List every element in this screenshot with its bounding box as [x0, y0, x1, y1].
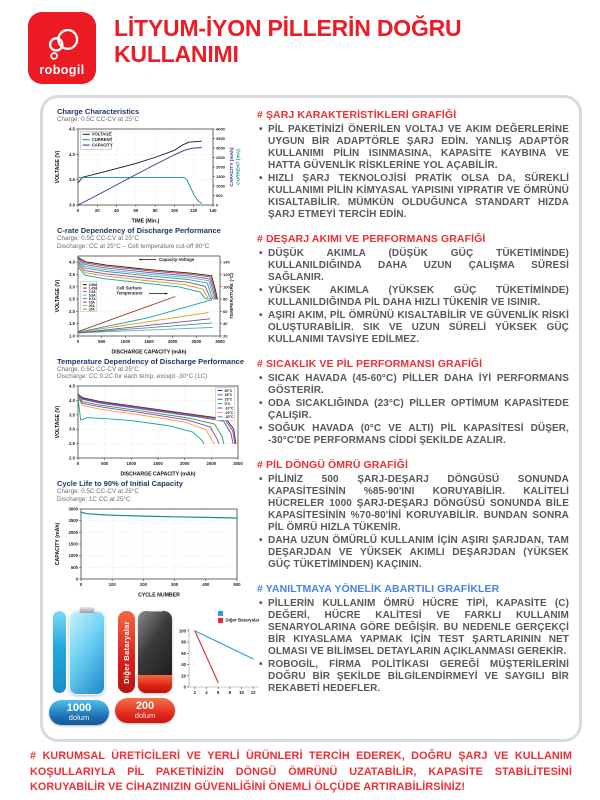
svg-text:CURRENT: CURRENT [91, 136, 113, 142]
svg-text:80: 80 [152, 207, 158, 213]
svg-text:3000: 3000 [216, 145, 225, 151]
chart-subtitle: Discharge: CC 0.2C for each temp. except -30°C (1C) [57, 373, 208, 381]
svg-text:3000: 3000 [233, 461, 243, 467]
svg-text:4.5: 4.5 [69, 383, 75, 389]
svg-text:4000: 4000 [216, 126, 225, 132]
svg-text:1500: 1500 [153, 461, 163, 467]
svg-text:CYCLE NUMBER: CYCLE NUMBER [138, 592, 180, 599]
chart-title: Cycle Life to 90% of Initial Capacity [57, 479, 183, 489]
charge-characteristics-plot [54, 125, 244, 225]
svg-text:3.5: 3.5 [69, 412, 75, 418]
svg-text:80: 80 [223, 296, 228, 302]
svg-text:-10°C: -10°C [224, 406, 234, 411]
svg-text:500: 500 [233, 581, 241, 587]
bullet-item: • SOĞUK HAVADA (0°C VE ALTI) PİL KAPASİTESİ DÜŞER, -30°C'DE PERFORMANS CİDDİ ŞEKİLDE AZALIR. [257, 423, 569, 447]
svg-text:10: 10 [239, 689, 244, 695]
svg-text:0.58A: 0.58A [88, 282, 98, 287]
bullet-item: • DAHA UZUN ÖMÜRLÜ KULLANIM İÇİN AŞIRI ŞARJDAN, TAM DEŞARJDAN VE YÜKSEK AKIMLI DEŞARJDAN (YÜKSEK GÜÇ TÜKETİMİNDEN) KAÇININ. [257, 535, 569, 571]
bullet-item: • PİLLERİN KULLANIM ÖMRÜ HÜCRE TİPİ, KAPASİTE (C) DEĞERİ, HÜCRE KALİTESİ VE FARKLI KULLANIM SENARYOLARINA GÖRE DEĞİŞİR. BU NEDENLE GERÇEKÇİ BİR KIYASLAMA YAPMAK İÇİN TEST ŞARTLARININ NET OLMASI VE BİLİMSEL DETAYLARIN AÇIKLANMASI GEREKİR. [257, 598, 569, 658]
svg-text:20A: 20A [88, 303, 95, 308]
battery-comparison [49, 604, 260, 725]
svg-text:60: 60 [133, 207, 139, 213]
header [28, 12, 461, 84]
section-bullets [257, 248, 569, 346]
section-heading: # PİL DÖNGÜ ÖMRÜ GRAFİĞİ [257, 459, 408, 471]
svg-text:500: 500 [101, 461, 109, 467]
chart-subtitle: Charge: 0.5C CC-CV at 25°C [57, 488, 139, 496]
svg-text:2: 2 [193, 689, 197, 695]
svg-text:0: 0 [76, 207, 80, 213]
charts-column [49, 107, 260, 733]
svg-text:4.0: 4.0 [69, 398, 75, 404]
bullet-item: • PİLİNİZ 500 ŞARJ-DEŞARJ DÖNGÜSÜ SONUNDA KAPASİTESİNİN %85-90'INI KORUYABİLİR. KALİTELİ HÜCRELER 1000 ŞARJ-DEŞARJ DÖNGÜSÜ SONUNDA BİLE KAPASİTESİNİN %70-80'İNİ KORUYABİLİR. BUNDAN SONRA PİL ÖMRÜ HIZLA TÜKENİR. [257, 474, 569, 534]
robogil-battery-row [53, 604, 105, 695]
svg-text:3.5: 3.5 [69, 271, 75, 277]
svg-text:CAPACITY (mAh): CAPACITY (mAh) [230, 147, 235, 187]
svg-text:2.0: 2.0 [69, 455, 75, 461]
svg-text:200: 200 [139, 581, 147, 587]
svg-text:0: 0 [76, 461, 80, 467]
page-title-line2: KULLANIMI [114, 40, 239, 67]
section-bullets [257, 474, 569, 571]
other-batteries-label: Diğer Bataryalar [122, 620, 131, 684]
svg-text:3.0: 3.0 [69, 202, 75, 208]
chart-title: C-rate Dependency of Discharge Performance [57, 225, 221, 235]
svg-text:0: 0 [216, 202, 219, 208]
chart-title: Temperature Dependency of Discharge Performance [57, 356, 245, 366]
section-bullets [257, 124, 569, 221]
svg-text:VOLTAGE (V): VOLTAGE (V) [55, 150, 61, 184]
svg-text:20: 20 [94, 207, 100, 213]
svg-text:1.5: 1.5 [69, 320, 75, 326]
svg-text:20: 20 [181, 673, 186, 679]
svg-text:40: 40 [181, 662, 186, 668]
svg-text:0: 0 [183, 684, 186, 690]
svg-text:Diğer Bataryalar: Diğer Bataryalar [225, 617, 260, 623]
other-battery-row [118, 604, 172, 693]
battery-cap [80, 607, 95, 613]
svg-text:3.0: 3.0 [69, 426, 75, 432]
page-title [114, 16, 461, 68]
svg-text:140: 140 [209, 207, 217, 213]
section-cycle-life [257, 459, 569, 571]
svg-text:25A: 25A [88, 307, 95, 312]
svg-text:100: 100 [223, 283, 230, 289]
svg-text:100: 100 [178, 628, 186, 634]
svg-text:4.5: 4.5 [69, 126, 75, 132]
other-batteries-bar [118, 611, 135, 693]
svg-text:VOLTAGE (V): VOLTAGE (V) [55, 279, 61, 312]
svg-text:120: 120 [223, 271, 230, 277]
temperature-discharge-plot [54, 382, 244, 478]
robogil-circles-icon [39, 23, 85, 63]
svg-text:Cell Surface: Cell Surface [116, 285, 142, 291]
battery-comparison-mini-chart [177, 608, 261, 698]
svg-text:300: 300 [171, 581, 179, 587]
battery-low-charge-fill [138, 675, 172, 693]
svg-text:2.5: 2.5 [69, 441, 75, 447]
section-heading: # ŞARJ KARAKTERİSTİKLERİ GRAFİĞİ [257, 109, 457, 121]
badge-unit: dolum [68, 712, 90, 722]
badge-value: 200 [135, 699, 155, 712]
content-card [40, 95, 582, 742]
section-bullets [257, 373, 569, 447]
badge-value: 1000 [66, 701, 92, 714]
svg-text:DISCHARGE CAPACITY (mAh): DISCHARGE CAPACITY (mAh) [111, 349, 187, 356]
cycles-badge-1000 [49, 700, 109, 725]
svg-text:1500: 1500 [216, 173, 225, 179]
svg-text:4.0: 4.0 [69, 151, 75, 157]
svg-text:0: 0 [75, 576, 78, 582]
svg-text:500: 500 [70, 564, 78, 570]
svg-text:3500: 3500 [216, 135, 225, 141]
svg-text:3000: 3000 [215, 338, 225, 344]
svg-text:3.0: 3.0 [69, 283, 75, 289]
svg-text:40: 40 [223, 320, 228, 326]
svg-text:DISCHARGE CAPACITY (mAh): DISCHARGE CAPACITY (mAh) [120, 471, 196, 478]
svg-text:500: 500 [216, 192, 223, 198]
svg-text:Capacity-Voltage: Capacity-Voltage [158, 256, 195, 262]
svg-text:2000: 2000 [167, 338, 178, 344]
svg-text:40: 40 [114, 207, 119, 213]
svg-text:CAPACITY: CAPACITY [91, 142, 113, 148]
chart-subtitle: Charge: 0.5C CC-CV at 25°C [57, 365, 139, 373]
svg-text:3.5: 3.5 [69, 177, 75, 183]
svg-text:80: 80 [181, 639, 186, 645]
bullet-item: • SICAK HAVADA (45-60°C) PİLLER DAHA İYİ PERFORMANS GÖSTERİR. [257, 373, 569, 397]
svg-text:2.9A: 2.9A [88, 289, 96, 294]
chart-block-charge-characteristics [51, 107, 247, 225]
svg-text:20: 20 [223, 333, 228, 339]
chart-subtitle: Charge: 0.5C CC-CV at 25°C [57, 116, 139, 123]
svg-text:0: 0 [79, 581, 83, 587]
svg-text:60°C: 60°C [224, 389, 233, 394]
cycles-badge-200 [115, 698, 175, 723]
svg-text:0°C: 0°C [224, 402, 231, 407]
svg-text:2000: 2000 [179, 461, 190, 467]
svg-text:5.8A: 5.8A [88, 293, 96, 298]
bullet-item: • HIZLI ŞARJ TEKNOLOJİSİ PRATİK OLSA DA, SÜREKLİ KULLANIMI PİLİN KİMYASAL YAPISINI YIPRATIR VE ÖMRÜNÜ KISALTABİLİR. MÜMKÜN OLDUĞUNCA STANDART HIZDA ŞARJ ETMEYİ TERCİH EDİN. [257, 173, 569, 221]
badge-unit: dolum [134, 710, 156, 720]
bullet-item: • YÜKSEK AKIMLA (YÜKSEK GÜÇ TÜKETİMİNDE) KULLANILDIĞINDA PİL DAHA HIZLI TÜKENİR VE ISINIR. [257, 285, 569, 309]
cycle-life-plot [54, 505, 244, 599]
svg-text:VOLTAGE (V): VOLTAGE (V) [55, 405, 61, 439]
svg-text:100: 100 [108, 581, 116, 587]
svg-text:1500: 1500 [144, 338, 154, 344]
section-heading: # YANILTMAYA YÖNELİK ABARTILI GRAFİKLER [257, 583, 500, 595]
svg-text:23°C: 23°C [224, 397, 233, 402]
svg-text:2000: 2000 [68, 529, 78, 535]
section-heading: # DEŞARJ AKIMI VE PERFORMANS GRAFİĞİ [257, 233, 486, 245]
svg-text:100: 100 [170, 207, 179, 213]
bullet-item: • AŞIRI AKIM, PİL ÖMRÜNÜ KISALTABİLİR VE GÜVENLİK RİSKİ OLUŞTURABİLİR. SIK VE UZUN SÜRELİ YÜKSEK GÜÇ KULLANIMI TAVSİYE EDİLMEZ. [257, 310, 569, 346]
bullet-item: • ODA SICAKLIĞINDA (23°C) PİLLER OPTİMUM KAPASİTEDE ÇALIŞIR. [257, 398, 569, 422]
svg-text:2500: 2500 [68, 518, 78, 524]
svg-text:2000: 2000 [216, 164, 225, 170]
chart-block-crate-discharge [51, 226, 247, 356]
battery-cap [148, 611, 163, 612]
svg-text:-30°C: -30°C [224, 415, 234, 420]
svg-text:CURRENT (mA): CURRENT (mA) [236, 149, 242, 185]
footer-note: # KURUMSAL ÜRETİCİLERİ VE YERLİ ÜRÜNLERİ TERCİH EDEREK, DOĞRU ŞARJ VE KULLANIM KOŞULLARIYLA PİL PAKETİNİZİN DÖNGÜ ÖMRÜNÜ UZATABİLİR, KAPASİTE STABİLİTESİNİ KORUYABİLİR VE CİHAZINIZIN GÜVENLİĞİNİ ÖNEMLİ ÖLÇÜDE ARTIRABİLİRSİNİZ! [30, 750, 572, 794]
svg-text:CAPACITY (mAh): CAPACITY (mAh) [55, 522, 61, 566]
chart-subtitle: Charge: 0.5C CC-CV at 25°C [57, 234, 139, 242]
svg-text:1500: 1500 [68, 541, 78, 547]
chart-block-temperature-discharge [51, 357, 247, 479]
svg-text:2500: 2500 [206, 461, 217, 467]
svg-text:1.45A: 1.45A [88, 286, 98, 291]
robogil-logo [28, 12, 96, 84]
svg-text:2.5: 2.5 [69, 296, 75, 302]
svg-text:1000: 1000 [216, 183, 225, 189]
svg-text:TIME (Min.): TIME (Min.) [131, 218, 160, 225]
bullet-item: • ROBOGİL, FİRMA POLİTİKASI GEREĞİ MÜŞTERİLERİNİ DOĞRU BİR ŞEKİLDE BİLGİLENDİRMEYİ VE SAYGILI BİR REKABETİ HEDEFLER. [257, 659, 569, 695]
bullet-item: • PİL PAKETİNİZİ ÖNERİLEN VOLTAJ VE AKIM DEĞERLERİNE UYGUN BİR ADAPTÖRLE ŞARJ EDİN. YANLIŞ ADAPTÖR KULLANIMI PİLİN ISINMASINA, KAPASİTE KAYBINA VE HATTA GÜVENLİK RİSKLERİNE YOL AÇABİLİR. [257, 124, 569, 172]
svg-text:400: 400 [202, 581, 210, 587]
svg-text:15A: 15A [88, 300, 95, 305]
svg-text:4: 4 [205, 689, 208, 695]
svg-text:1000: 1000 [68, 553, 78, 559]
svg-text:1.0: 1.0 [69, 333, 75, 339]
svg-text:4.0: 4.0 [69, 259, 75, 265]
chart-block-cycle-life [51, 479, 247, 599]
svg-text:45°C: 45°C [224, 393, 233, 398]
svg-text:2.0: 2.0 [69, 308, 75, 314]
section-charge-characteristics [257, 109, 569, 221]
svg-text:1000: 1000 [120, 338, 131, 344]
crate-discharge-plot [54, 252, 244, 356]
svg-text:TEMPERATURE (°C): TEMPERATURE (°C) [230, 272, 235, 319]
svg-text:1000: 1000 [126, 461, 137, 467]
section-bullets [257, 598, 569, 695]
svg-text:12: 12 [250, 689, 256, 695]
depleted-battery-illustration [138, 611, 172, 693]
blue-capacity-bar [53, 611, 66, 693]
section-discharge-current [257, 233, 569, 346]
svg-text:2500: 2500 [191, 338, 202, 344]
svg-text:120: 120 [190, 207, 198, 213]
svg-text:140: 140 [223, 259, 230, 265]
chart-subtitle: Discharge: 1C CC at 25°C [57, 496, 131, 504]
bullet-item: • DÜŞÜK AKIMLA (DÜŞÜK GÜÇ TÜKETİMİNDE) KULLANILDIĞINDA DAHA UZUN ÇALIŞMA SÜRESİ SAĞLANIR. [257, 248, 569, 284]
section-misleading-charts [257, 583, 569, 695]
svg-text:Temperature: Temperature [116, 290, 143, 296]
chart-title: Charge Characteristics [57, 107, 140, 116]
svg-text:VOLTAGE: VOLTAGE [91, 131, 112, 137]
page-title-line1: LİTYUM-İYON PİLLERİN DOĞRU [114, 15, 462, 41]
chart-subtitle: Discharge: CC at 25°C – Cell temperature cut-off 80°C [57, 242, 210, 250]
logo-text: robogil [39, 62, 85, 77]
other-battery-group [115, 604, 175, 723]
svg-text:60: 60 [181, 650, 186, 656]
svg-text:0: 0 [76, 338, 80, 344]
svg-text:2500: 2500 [216, 154, 225, 160]
svg-text:500: 500 [98, 338, 106, 344]
svg-text:8.7A: 8.7A [88, 296, 96, 301]
section-temperature-performance [257, 358, 569, 447]
svg-text:8: 8 [228, 689, 232, 695]
svg-text:60: 60 [223, 308, 228, 314]
svg-text:-20°C: -20°C [224, 411, 234, 416]
text-column [257, 107, 569, 733]
svg-text:3000: 3000 [68, 506, 78, 512]
svg-text:6: 6 [216, 689, 220, 695]
section-heading: # SICAKLIK VE PİL PERFORMANSI GRAFİĞİ [257, 358, 483, 370]
full-battery-illustration [69, 611, 105, 695]
robogil-battery-group [49, 604, 109, 725]
